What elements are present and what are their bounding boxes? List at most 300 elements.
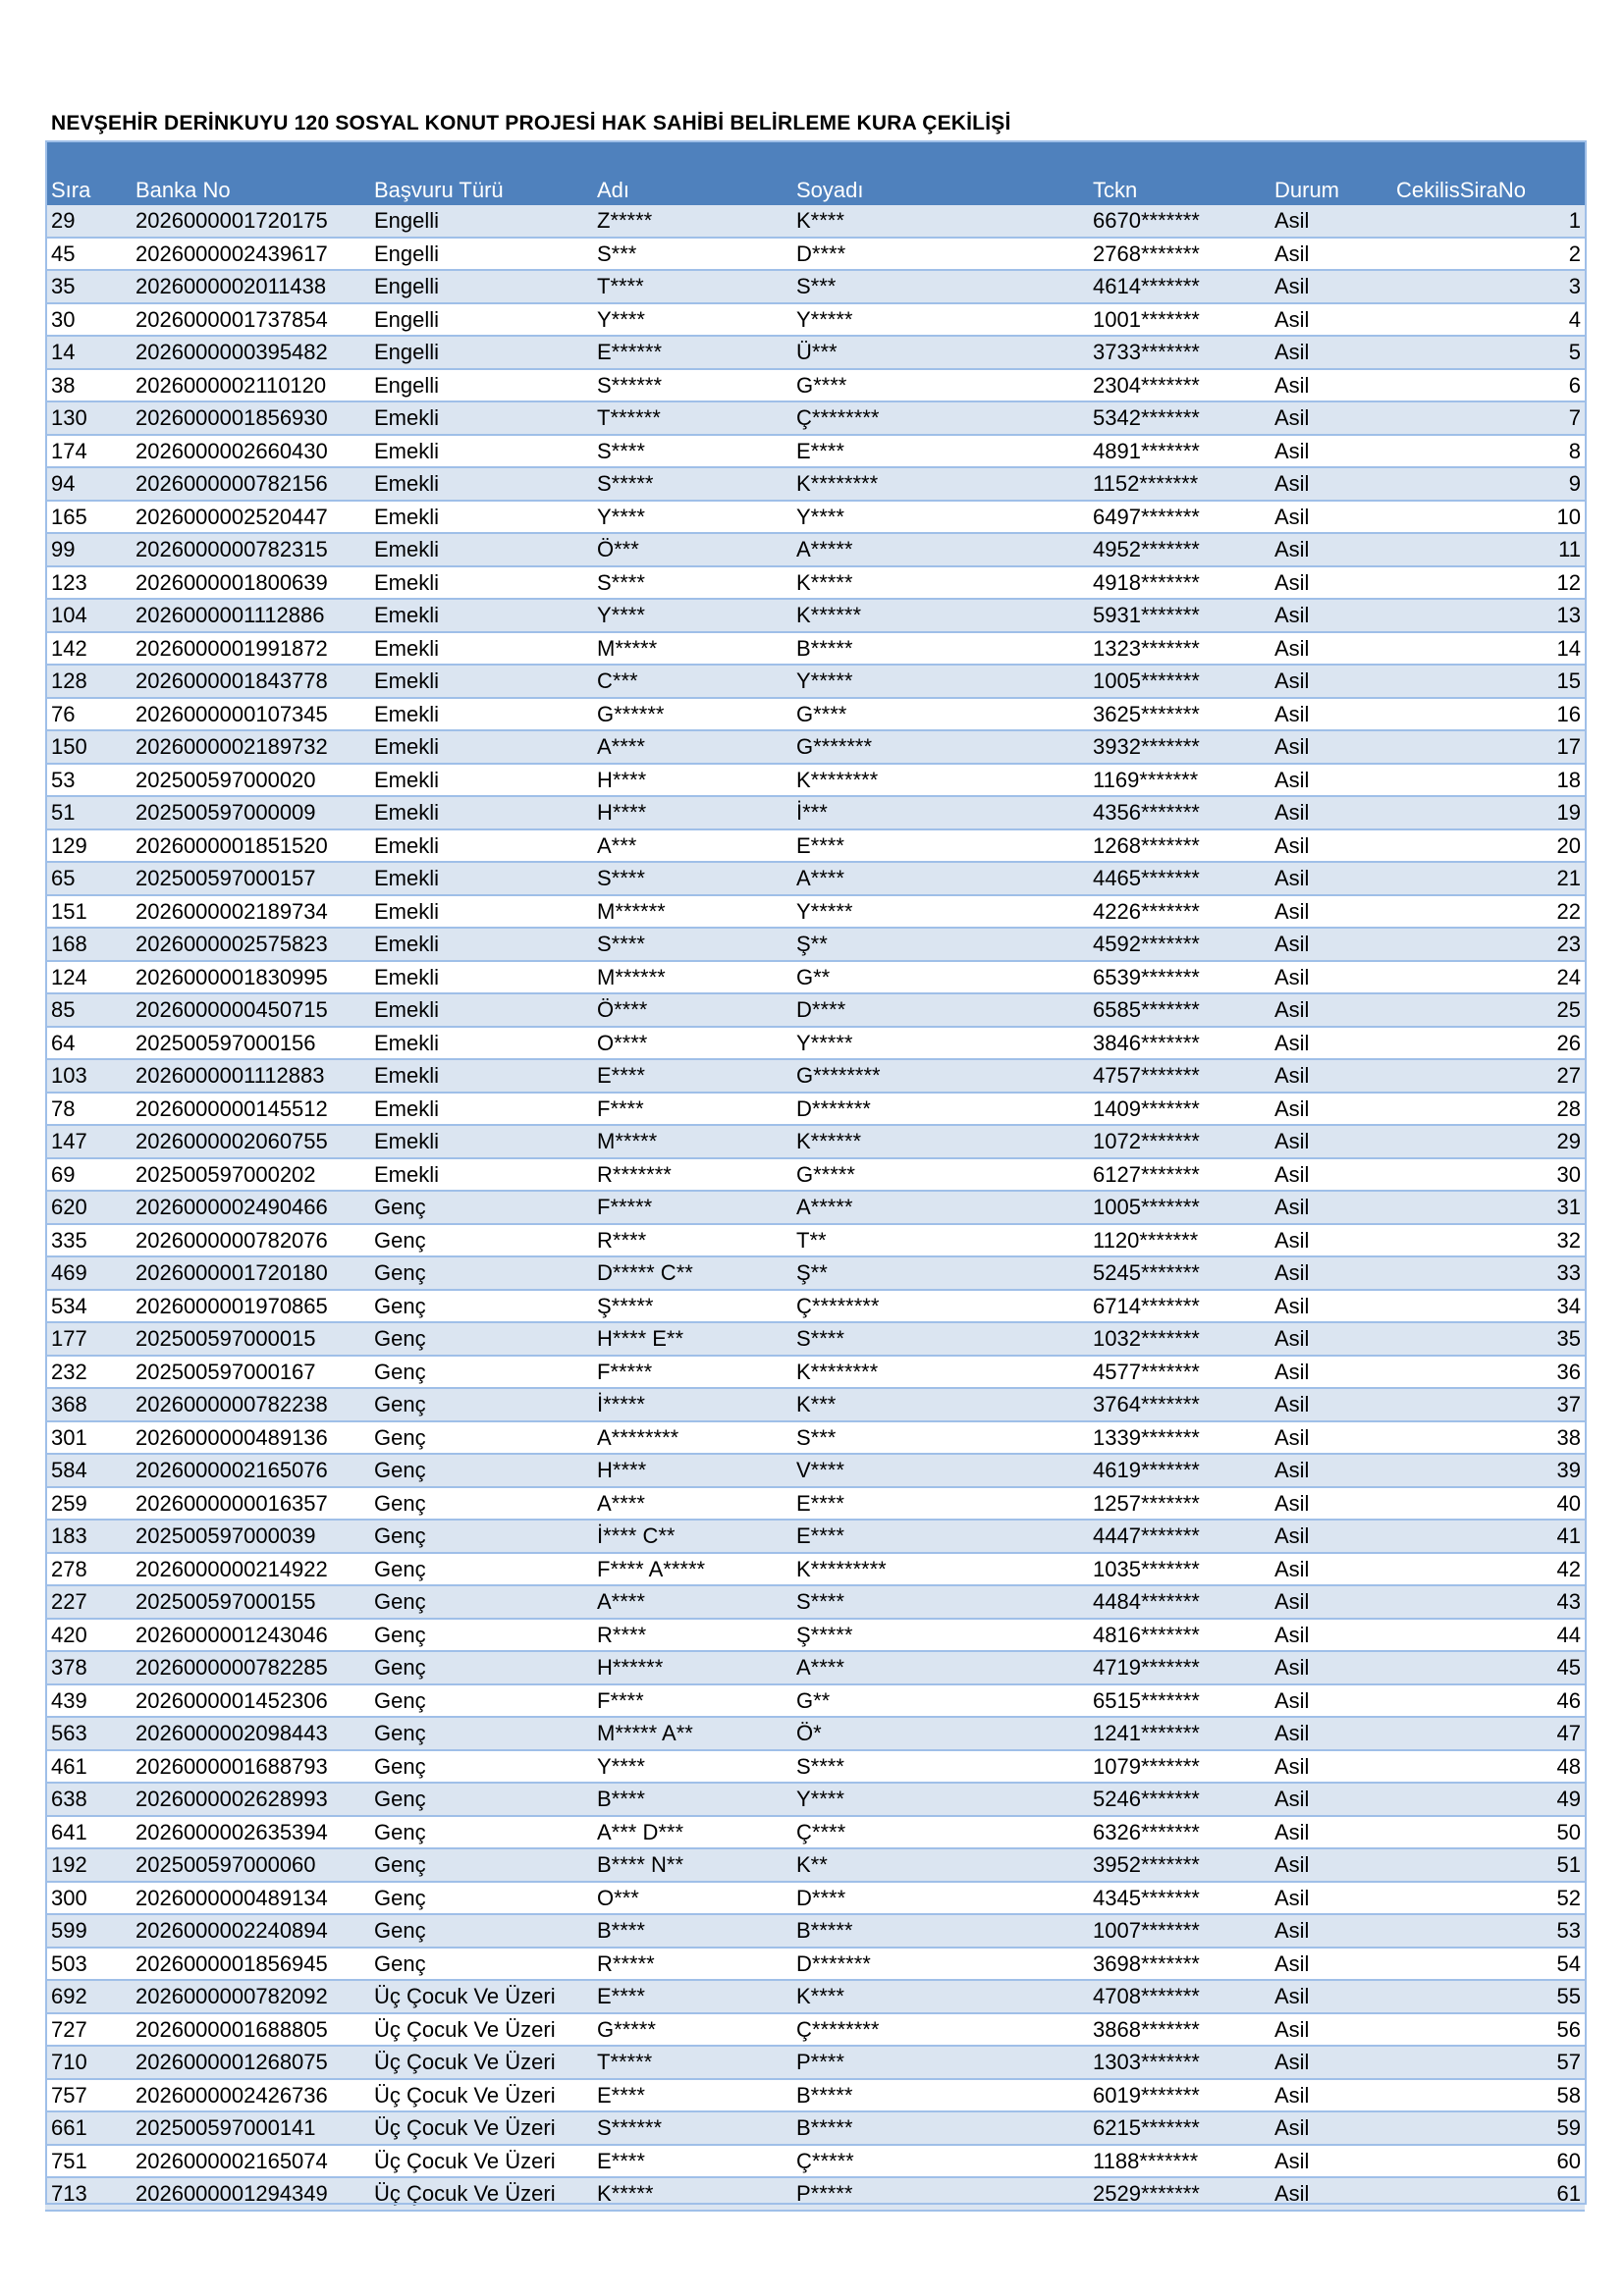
cell-adi: M****** xyxy=(591,895,790,929)
cell-adi: R***** xyxy=(591,1948,790,1981)
cell-sira: 147 xyxy=(45,1125,130,1158)
cell-tckn: 1339******* xyxy=(1087,1421,1269,1455)
cell-banka-no: 2026000002660430 xyxy=(130,435,368,468)
cell-soyadi: P***** xyxy=(790,2177,1087,2211)
cell-cekilis-sira-no: 23 xyxy=(1390,928,1585,961)
cell-adi: S**** xyxy=(591,928,790,961)
cell-basvuru-turu: Genç xyxy=(368,1816,591,1849)
cell-banka-no: 2026000002110120 xyxy=(130,369,368,402)
cell-tckn: 2529******* xyxy=(1087,2177,1269,2211)
cell-tckn: 6539******* xyxy=(1087,961,1269,994)
table-row xyxy=(45,1980,1585,2013)
cell-sira: 710 xyxy=(45,2046,130,2079)
cell-sira: 85 xyxy=(45,993,130,1027)
cell-durum: Asil xyxy=(1269,730,1390,764)
cell-soyadi: İ*** xyxy=(790,796,1087,829)
table-row xyxy=(45,1948,1585,1981)
cell-soyadi: E**** xyxy=(790,1520,1087,1553)
cell-cekilis-sira-no: 36 xyxy=(1390,1356,1585,1389)
cell-sira: 104 xyxy=(45,599,130,632)
cell-durum: Asil xyxy=(1269,2145,1390,2178)
table-row xyxy=(45,665,1585,698)
cell-soyadi: K****** xyxy=(790,599,1087,632)
cell-sira: 584 xyxy=(45,1454,130,1487)
cell-tckn: 6019******* xyxy=(1087,2079,1269,2112)
cell-tckn: 6215******* xyxy=(1087,2111,1269,2145)
table-row xyxy=(45,895,1585,929)
table-row xyxy=(45,1454,1585,1487)
cell-tckn: 6515******* xyxy=(1087,1684,1269,1718)
cell-sira: 661 xyxy=(45,2111,130,2145)
cell-durum: Asil xyxy=(1269,1125,1390,1158)
cell-durum: Asil xyxy=(1269,1388,1390,1421)
cell-tckn: 4708******* xyxy=(1087,1980,1269,2013)
cell-tckn: 1169******* xyxy=(1087,764,1269,797)
cell-basvuru-turu: Emekli xyxy=(368,1059,591,1093)
cell-sira: 183 xyxy=(45,1520,130,1553)
cell-basvuru-turu: Genç xyxy=(368,1356,591,1389)
cell-basvuru-turu: Genç xyxy=(368,1553,591,1586)
table-row xyxy=(45,1256,1585,1290)
cell-cekilis-sira-no: 46 xyxy=(1390,1684,1585,1718)
cell-tckn: 4577******* xyxy=(1087,1356,1269,1389)
cell-durum: Asil xyxy=(1269,533,1390,566)
cell-durum: Asil xyxy=(1269,1848,1390,1882)
cell-tckn: 4356******* xyxy=(1087,796,1269,829)
cell-durum: Asil xyxy=(1269,928,1390,961)
cell-durum: Asil xyxy=(1269,1914,1390,1948)
cell-soyadi: Ç******** xyxy=(790,401,1087,435)
cell-soyadi: A**** xyxy=(790,1651,1087,1684)
cell-basvuru-turu: Engelli xyxy=(368,303,591,337)
table-row xyxy=(45,2145,1585,2178)
cell-adi: A******** xyxy=(591,1421,790,1455)
cell-banka-no: 2026000002575823 xyxy=(130,928,368,961)
cell-durum: Asil xyxy=(1269,1948,1390,1981)
column-header-tckn: Tckn xyxy=(1087,140,1269,204)
cell-cekilis-sira-no: 49 xyxy=(1390,1783,1585,1816)
cell-durum: Asil xyxy=(1269,764,1390,797)
cell-adi: S****** xyxy=(591,2111,790,2145)
cell-sira: 51 xyxy=(45,796,130,829)
cell-sira: 168 xyxy=(45,928,130,961)
cell-tckn: 6497******* xyxy=(1087,501,1269,534)
cell-basvuru-turu: Üç Çocuk Ve Üzeri xyxy=(368,2079,591,2112)
cell-cekilis-sira-no: 61 xyxy=(1390,2177,1585,2211)
cell-banka-no: 2026000001243046 xyxy=(130,1619,368,1652)
cell-durum: Asil xyxy=(1269,1487,1390,1521)
cell-tckn: 1032******* xyxy=(1087,1322,1269,1356)
cell-basvuru-turu: Genç xyxy=(368,1256,591,1290)
table-row xyxy=(45,1848,1585,1882)
cell-cekilis-sira-no: 58 xyxy=(1390,2079,1585,2112)
cell-cekilis-sira-no: 42 xyxy=(1390,1553,1585,1586)
cell-banka-no: 2026000002520447 xyxy=(130,501,368,534)
cell-banka-no: 2026000000016357 xyxy=(130,1487,368,1521)
cell-soyadi: T** xyxy=(790,1224,1087,1257)
cell-durum: Asil xyxy=(1269,2177,1390,2211)
cell-adi: İ***** xyxy=(591,1388,790,1421)
cell-basvuru-turu: Üç Çocuk Ve Üzeri xyxy=(368,2145,591,2178)
cell-adi: S**** xyxy=(591,862,790,895)
cell-basvuru-turu: Emekli xyxy=(368,599,591,632)
cell-adi: R**** xyxy=(591,1224,790,1257)
cell-basvuru-turu: Genç xyxy=(368,1585,591,1619)
cell-cekilis-sira-no: 44 xyxy=(1390,1619,1585,1652)
cell-banka-no: 2026000000782076 xyxy=(130,1224,368,1257)
cell-soyadi: S**** xyxy=(790,1585,1087,1619)
table-row xyxy=(45,862,1585,895)
cell-banka-no: 2026000001720175 xyxy=(130,204,368,238)
cell-cekilis-sira-no: 40 xyxy=(1390,1487,1585,1521)
cell-durum: Asil xyxy=(1269,1619,1390,1652)
cell-durum: Asil xyxy=(1269,796,1390,829)
cell-sira: 53 xyxy=(45,764,130,797)
cell-cekilis-sira-no: 16 xyxy=(1390,698,1585,731)
table-row xyxy=(45,401,1585,435)
cell-tckn: 3698******* xyxy=(1087,1948,1269,1981)
cell-soyadi: Ü*** xyxy=(790,336,1087,369)
cell-sira: 461 xyxy=(45,1750,130,1784)
cell-banka-no: 2026000002011438 xyxy=(130,270,368,303)
cell-banka-no: 2026000001688805 xyxy=(130,2013,368,2047)
cell-banka-no: 2026000001737854 xyxy=(130,303,368,337)
cell-adi: S**** xyxy=(591,566,790,600)
table-row xyxy=(45,1125,1585,1158)
cell-soyadi: S*** xyxy=(790,1421,1087,1455)
cell-durum: Asil xyxy=(1269,961,1390,994)
cell-cekilis-sira-no: 30 xyxy=(1390,1158,1585,1192)
cell-soyadi: E**** xyxy=(790,435,1087,468)
cell-tckn: 3868******* xyxy=(1087,2013,1269,2047)
cell-basvuru-turu: Emekli xyxy=(368,632,591,666)
table-row xyxy=(45,467,1585,501)
cell-adi: B**** xyxy=(591,1783,790,1816)
table-row xyxy=(45,336,1585,369)
cell-durum: Asil xyxy=(1269,1093,1390,1126)
cell-durum: Asil xyxy=(1269,1520,1390,1553)
cell-tckn: 1005******* xyxy=(1087,665,1269,698)
column-header-basvuru-turu: Başvuru Türü xyxy=(368,140,591,204)
table-row xyxy=(45,435,1585,468)
cell-adi: G****** xyxy=(591,698,790,731)
cell-sira: 151 xyxy=(45,895,130,929)
cell-banka-no: 2026000001800639 xyxy=(130,566,368,600)
cell-banka-no: 2026000000107345 xyxy=(130,698,368,731)
cell-soyadi: Y***** xyxy=(790,665,1087,698)
table-row xyxy=(45,1356,1585,1389)
table-row xyxy=(45,1585,1585,1619)
cell-durum: Asil xyxy=(1269,336,1390,369)
cell-banka-no: 2026000001830995 xyxy=(130,961,368,994)
table-row xyxy=(45,928,1585,961)
cell-cekilis-sira-no: 12 xyxy=(1390,566,1585,600)
cell-cekilis-sira-no: 22 xyxy=(1390,895,1585,929)
cell-banka-no: 202500597000060 xyxy=(130,1848,368,1882)
cell-adi: M***** xyxy=(591,1125,790,1158)
cell-soyadi: K** xyxy=(790,1848,1087,1882)
cell-banka-no: 2026000001294349 xyxy=(130,2177,368,2211)
cell-sira: 45 xyxy=(45,238,130,271)
cell-basvuru-turu: Genç xyxy=(368,1750,591,1784)
cell-adi: Z***** xyxy=(591,204,790,238)
cell-durum: Asil xyxy=(1269,1717,1390,1750)
cell-soyadi: B***** xyxy=(790,1914,1087,1948)
table-row xyxy=(45,1651,1585,1684)
cell-durum: Asil xyxy=(1269,599,1390,632)
cell-banka-no: 2026000002060755 xyxy=(130,1125,368,1158)
cell-banka-no: 2026000001856945 xyxy=(130,1948,368,1981)
cell-soyadi: D******* xyxy=(790,1093,1087,1126)
cell-basvuru-turu: Genç xyxy=(368,1421,591,1455)
cell-adi: D***** C** xyxy=(591,1256,790,1290)
cell-soyadi: K**** xyxy=(790,204,1087,238)
cell-sira: 174 xyxy=(45,435,130,468)
cell-soyadi: Ş** xyxy=(790,1256,1087,1290)
cell-basvuru-turu: Emekli xyxy=(368,566,591,600)
cell-tckn: 1005******* xyxy=(1087,1191,1269,1224)
cell-tckn: 1120******* xyxy=(1087,1224,1269,1257)
cell-durum: Asil xyxy=(1269,698,1390,731)
cell-durum: Asil xyxy=(1269,1651,1390,1684)
cell-banka-no: 2026000001268075 xyxy=(130,2046,368,2079)
table-row xyxy=(45,1816,1585,1849)
cell-basvuru-turu: Genç xyxy=(368,1651,591,1684)
cell-durum: Asil xyxy=(1269,303,1390,337)
cell-soyadi: Y***** xyxy=(790,895,1087,929)
cell-soyadi: G**** xyxy=(790,369,1087,402)
cell-cekilis-sira-no: 7 xyxy=(1390,401,1585,435)
cell-tckn: 1072******* xyxy=(1087,1125,1269,1158)
table-row xyxy=(45,1027,1585,1060)
cell-basvuru-turu: Emekli xyxy=(368,1093,591,1126)
cell-tckn: 5246******* xyxy=(1087,1783,1269,1816)
cell-sira: 130 xyxy=(45,401,130,435)
table-row xyxy=(45,1059,1585,1093)
cell-basvuru-turu: Genç xyxy=(368,1783,591,1816)
cell-adi: A*** xyxy=(591,829,790,863)
cell-durum: Asil xyxy=(1269,1224,1390,1257)
cell-banka-no: 2026000000782092 xyxy=(130,1980,368,2013)
cell-basvuru-turu: Genç xyxy=(368,1388,591,1421)
cell-durum: Asil xyxy=(1269,862,1390,895)
cell-soyadi: K******** xyxy=(790,764,1087,797)
cell-adi: C*** xyxy=(591,665,790,698)
table-row xyxy=(45,303,1585,337)
cell-tckn: 4345******* xyxy=(1087,1882,1269,1915)
cell-tckn: 4719******* xyxy=(1087,1651,1269,1684)
cell-tckn: 5931******* xyxy=(1087,599,1269,632)
cell-banka-no: 2026000002165074 xyxy=(130,2145,368,2178)
cell-basvuru-turu: Genç xyxy=(368,1848,591,1882)
cell-cekilis-sira-no: 56 xyxy=(1390,2013,1585,2047)
kura-results-table xyxy=(45,140,1585,2212)
cell-adi: S**** xyxy=(591,435,790,468)
column-header-soyadi: Soyadı xyxy=(790,140,1087,204)
table-row xyxy=(45,764,1585,797)
cell-cekilis-sira-no: 1 xyxy=(1390,204,1585,238)
cell-adi: A**** xyxy=(591,1585,790,1619)
column-header-durum: Durum xyxy=(1269,140,1390,204)
cell-durum: Asil xyxy=(1269,2046,1390,2079)
cell-tckn: 4614******* xyxy=(1087,270,1269,303)
cell-sira: 124 xyxy=(45,961,130,994)
cell-adi: B**** xyxy=(591,1914,790,1948)
cell-cekilis-sira-no: 43 xyxy=(1390,1585,1585,1619)
cell-basvuru-turu: Emekli xyxy=(368,467,591,501)
cell-soyadi: K**** xyxy=(790,1980,1087,2013)
cell-adi: T****** xyxy=(591,401,790,435)
cell-cekilis-sira-no: 55 xyxy=(1390,1980,1585,2013)
cell-tckn: 3733******* xyxy=(1087,336,1269,369)
cell-cekilis-sira-no: 52 xyxy=(1390,1882,1585,1915)
cell-basvuru-turu: Emekli xyxy=(368,829,591,863)
cell-tckn: 1257******* xyxy=(1087,1487,1269,1521)
cell-cekilis-sira-no: 24 xyxy=(1390,961,1585,994)
cell-tckn: 4447******* xyxy=(1087,1520,1269,1553)
cell-durum: Asil xyxy=(1269,665,1390,698)
table-row xyxy=(45,1322,1585,1356)
cell-adi: İ**** C** xyxy=(591,1520,790,1553)
cell-adi: O*** xyxy=(591,1882,790,1915)
cell-basvuru-turu: Emekli xyxy=(368,928,591,961)
cell-soyadi: G** xyxy=(790,961,1087,994)
cell-soyadi: K********* xyxy=(790,1553,1087,1586)
cell-basvuru-turu: Üç Çocuk Ve Üzeri xyxy=(368,2111,591,2145)
cell-cekilis-sira-no: 37 xyxy=(1390,1388,1585,1421)
cell-tckn: 4619******* xyxy=(1087,1454,1269,1487)
cell-sira: 35 xyxy=(45,270,130,303)
cell-durum: Asil xyxy=(1269,1882,1390,1915)
cell-soyadi: Y**** xyxy=(790,501,1087,534)
cell-tckn: 6127******* xyxy=(1087,1158,1269,1192)
cell-basvuru-turu: Engelli xyxy=(368,336,591,369)
table-row xyxy=(45,1914,1585,1948)
table-row xyxy=(45,599,1585,632)
table-row xyxy=(45,2079,1585,2112)
cell-basvuru-turu: Engelli xyxy=(368,270,591,303)
cell-soyadi: D**** xyxy=(790,238,1087,271)
cell-soyadi: G***** xyxy=(790,1158,1087,1192)
cell-tckn: 5342******* xyxy=(1087,401,1269,435)
cell-sira: 420 xyxy=(45,1619,130,1652)
table-row xyxy=(45,829,1585,863)
table-row xyxy=(45,1191,1585,1224)
table-row xyxy=(45,204,1585,238)
cell-banka-no: 2026000001688793 xyxy=(130,1750,368,1784)
cell-banka-no: 202500597000020 xyxy=(130,764,368,797)
cell-durum: Asil xyxy=(1269,993,1390,1027)
cell-sira: 335 xyxy=(45,1224,130,1257)
cell-durum: Asil xyxy=(1269,1356,1390,1389)
cell-tckn: 4484******* xyxy=(1087,1585,1269,1619)
cell-sira: 78 xyxy=(45,1093,130,1126)
table-row xyxy=(45,238,1585,271)
cell-sira: 227 xyxy=(45,1585,130,1619)
cell-tckn: 2304******* xyxy=(1087,369,1269,402)
cell-durum: Asil xyxy=(1269,632,1390,666)
table-row xyxy=(45,1750,1585,1784)
cell-basvuru-turu: Genç xyxy=(368,1191,591,1224)
cell-cekilis-sira-no: 18 xyxy=(1390,764,1585,797)
cell-sira: 534 xyxy=(45,1290,130,1323)
cell-tckn: 3932******* xyxy=(1087,730,1269,764)
cell-sira: 599 xyxy=(45,1914,130,1948)
cell-tckn: 6585******* xyxy=(1087,993,1269,1027)
cell-durum: Asil xyxy=(1269,1158,1390,1192)
cell-durum: Asil xyxy=(1269,1322,1390,1356)
cell-sira: 713 xyxy=(45,2177,130,2211)
column-header-sira: Sıra xyxy=(45,140,130,204)
cell-banka-no: 2026000000145512 xyxy=(130,1093,368,1126)
table-row xyxy=(45,993,1585,1027)
cell-adi: E**** xyxy=(591,1059,790,1093)
cell-cekilis-sira-no: 28 xyxy=(1390,1093,1585,1126)
cell-basvuru-turu: Emekli xyxy=(368,730,591,764)
cell-banka-no: 2026000000489134 xyxy=(130,1882,368,1915)
cell-durum: Asil xyxy=(1269,1783,1390,1816)
cell-durum: Asil xyxy=(1269,2013,1390,2047)
cell-adi: H**** xyxy=(591,1454,790,1487)
cell-banka-no: 2026000001970865 xyxy=(130,1290,368,1323)
cell-soyadi: Ş** xyxy=(790,928,1087,961)
cell-adi: H****** xyxy=(591,1651,790,1684)
cell-banka-no: 202500597000157 xyxy=(130,862,368,895)
cell-basvuru-turu: Emekli xyxy=(368,1027,591,1060)
cell-adi: Ö**** xyxy=(591,993,790,1027)
table-row xyxy=(45,1619,1585,1652)
cell-cekilis-sira-no: 8 xyxy=(1390,435,1585,468)
cell-sira: 638 xyxy=(45,1783,130,1816)
cell-adi: E**** xyxy=(591,2145,790,2178)
cell-durum: Asil xyxy=(1269,1027,1390,1060)
table-row xyxy=(45,2111,1585,2145)
table-row xyxy=(45,1388,1585,1421)
cell-banka-no: 202500597000015 xyxy=(130,1322,368,1356)
table-row xyxy=(45,1224,1585,1257)
table-row xyxy=(45,1158,1585,1192)
cell-soyadi: Y**** xyxy=(790,1783,1087,1816)
cell-cekilis-sira-no: 39 xyxy=(1390,1454,1585,1487)
cell-basvuru-turu: Emekli xyxy=(368,1158,591,1192)
cell-basvuru-turu: Genç xyxy=(368,1914,591,1948)
cell-sira: 76 xyxy=(45,698,130,731)
cell-banka-no: 2026000000450715 xyxy=(130,993,368,1027)
cell-cekilis-sira-no: 53 xyxy=(1390,1914,1585,1948)
cell-durum: Asil xyxy=(1269,238,1390,271)
cell-basvuru-turu: Emekli xyxy=(368,796,591,829)
cell-durum: Asil xyxy=(1269,1191,1390,1224)
cell-banka-no: 2026000001112883 xyxy=(130,1059,368,1093)
cell-soyadi: Ö* xyxy=(790,1717,1087,1750)
cell-cekilis-sira-no: 3 xyxy=(1390,270,1585,303)
cell-durum: Asil xyxy=(1269,1421,1390,1455)
table-row xyxy=(45,796,1585,829)
cell-tckn: 3952******* xyxy=(1087,1848,1269,1882)
cell-durum: Asil xyxy=(1269,1059,1390,1093)
cell-banka-no: 2026000002628993 xyxy=(130,1783,368,1816)
cell-tckn: 4592******* xyxy=(1087,928,1269,961)
cell-adi: O**** xyxy=(591,1027,790,1060)
cell-adi: Y**** xyxy=(591,599,790,632)
cell-banka-no: 2026000002240894 xyxy=(130,1914,368,1948)
cell-cekilis-sira-no: 34 xyxy=(1390,1290,1585,1323)
cell-soyadi: K***** xyxy=(790,566,1087,600)
cell-banka-no: 2026000001856930 xyxy=(130,401,368,435)
table-row xyxy=(45,369,1585,402)
cell-banka-no: 202500597000141 xyxy=(130,2111,368,2145)
cell-basvuru-turu: Genç xyxy=(368,1290,591,1323)
